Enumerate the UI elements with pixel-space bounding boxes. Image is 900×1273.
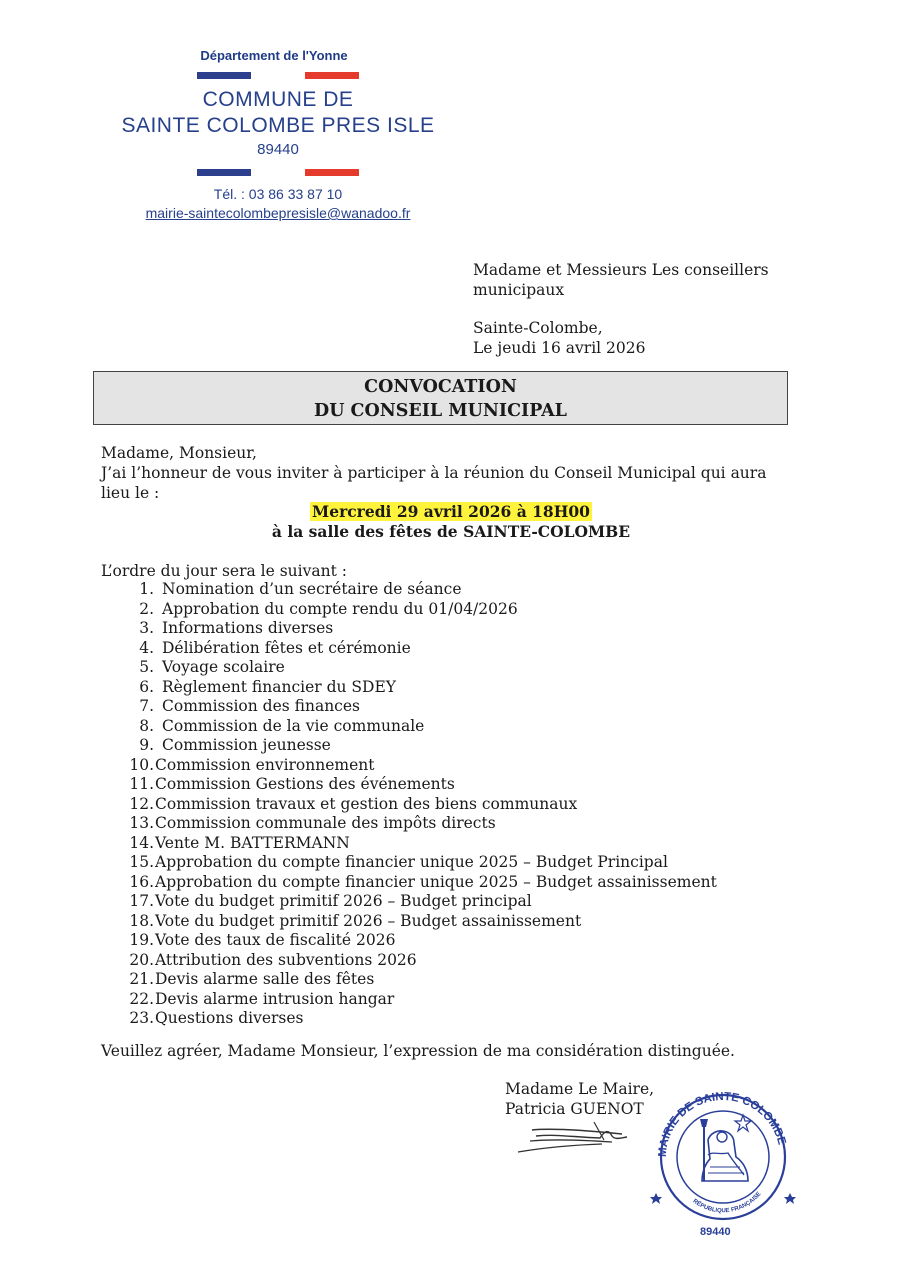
agenda-item-text: Informations diverses (162, 619, 334, 637)
agenda-item-text: Commission Gestions des événements (155, 775, 455, 793)
agenda-item (101, 970, 717, 990)
signatory-name: Patricia GUENOT (505, 1100, 644, 1118)
agenda-item-number: 12. (129, 794, 154, 813)
agenda-item-text: Vote du budget primitif 2026 – Budget assainissement (155, 911, 582, 930)
agenda-item (101, 658, 717, 678)
mairie-stamp (648, 1085, 798, 1230)
title-line2: DU CONSEIL MUNICIPAL (314, 401, 567, 421)
agenda-item-text: Commission travaux et gestion des biens communaux (155, 794, 578, 813)
agenda-item (101, 873, 717, 893)
agenda-item-number: 10. (129, 755, 154, 774)
agenda-item-text: Devis alarme salle des fêtes (155, 970, 375, 988)
agenda-item-number: 7. (139, 697, 154, 715)
agenda-item-text: Voyage scolaire (162, 658, 285, 676)
agenda-item-text: Approbation du compte financier unique 2025 – Budget Principal (155, 853, 668, 871)
department-name: Département de l'Yonne (200, 48, 348, 63)
agenda-item-text: Nomination d’un secrétaire de séance (162, 580, 462, 598)
agenda-item (101, 931, 717, 951)
agenda-item (101, 619, 717, 639)
agenda-item (101, 795, 717, 815)
agenda-item-text: Délibération fêtes et cérémonie (162, 638, 411, 657)
agenda-item-number: 15. (129, 853, 154, 871)
agenda-item-number: 22. (129, 989, 154, 1008)
agenda-item-number: 21. (129, 970, 154, 988)
title-line1: CONVOCATION (364, 377, 517, 397)
signature-block (505, 1079, 654, 1119)
agenda-item (101, 639, 717, 659)
agenda-item-text: Vote du budget primitif 2026 – Budget principal (155, 892, 532, 910)
addressee-block (473, 260, 793, 300)
agenda-item-text: Devis alarme intrusion hangar (155, 989, 395, 1008)
commune-name-line1: COMMUNE DE (202, 88, 354, 111)
salutation: Madame, Monsieur, (101, 444, 257, 462)
addressee-line2: municipaux (473, 281, 565, 299)
agenda-item-text: Approbation du compte rendu du 01/04/2026 (162, 599, 518, 618)
commune-name-line2: SAINTE COLOMBE PRES ISLE (121, 114, 435, 137)
agenda-item-number: 2. (139, 599, 154, 618)
agenda-item (101, 892, 717, 912)
email-link[interactable]: mairie-saintecolombepresisle@wanadoo.fr (145, 205, 411, 221)
agenda-item-number: 11. (129, 775, 154, 793)
agenda-item-text: Attribution des subventions 2026 (155, 950, 417, 969)
intro-line1: J’ai l’honneur de vous inviter à participer à la réunion du Conseil Municipal qui aura (101, 464, 767, 482)
agenda-item-number: 13. (129, 814, 154, 832)
document-title-box (93, 371, 788, 425)
agenda-item-text: Commission communale des impôts directs (155, 814, 496, 832)
meeting-datetime: Mercredi 29 avril 2026 à 18H00 (312, 502, 590, 521)
agenda-item-text: Approbation du compte financier unique 2025 – Budget assainissement (155, 872, 717, 891)
intro-line2: lieu le : (101, 484, 160, 502)
agenda-item-number: 17. (129, 892, 154, 910)
letterhead (118, 48, 438, 221)
agenda-item (101, 912, 717, 932)
agenda-item (101, 814, 717, 834)
agenda-item-text: Questions diverses (155, 1009, 304, 1027)
intro-paragraph (101, 463, 801, 503)
agenda-item (101, 951, 717, 971)
agenda-item (101, 697, 717, 717)
phone-number: Tél. : 03 86 33 87 10 (213, 186, 343, 202)
agenda-item-number: 5. (139, 658, 154, 676)
stamp-postal-code: 89440 (700, 1226, 731, 1238)
agenda-item (101, 990, 717, 1010)
meeting-place: à la salle des fêtes de SAINTE-COLOMBE (271, 522, 631, 541)
agenda-item-number: 18. (129, 911, 154, 930)
agenda-item (101, 736, 717, 756)
agenda-item (101, 775, 717, 795)
flag-stripe-top (197, 72, 359, 79)
agenda-item-text: Commission jeunesse (162, 736, 331, 754)
agenda-item (101, 580, 717, 600)
agenda-item-text: Règlement financier du SDEY (162, 677, 397, 696)
stamp-ring-text: MAIRIE DE SAINTE COLOMBE (656, 1090, 788, 1158)
agenda-item (101, 717, 717, 737)
agenda-item-number: 3. (139, 619, 154, 637)
agenda-item-number: 16. (129, 872, 154, 891)
agenda-item (101, 600, 717, 620)
closing-formula: Veuillez agréer, Madame Monsieur, l’expression de ma considération distinguée. (101, 1042, 735, 1060)
place: Sainte-Colombe, (473, 319, 603, 337)
agenda-item (101, 678, 717, 698)
agenda-item-number: 1. (139, 580, 154, 598)
agenda-item-number: 20. (129, 950, 154, 969)
agenda-item-number: 6. (139, 677, 154, 696)
agenda-item-text: Commission de la vie communale (162, 716, 425, 735)
agenda-list (101, 580, 717, 1029)
agenda-item-number: 14. (129, 833, 154, 852)
addressee-line1: Madame et Messieurs Les conseillers (473, 261, 769, 279)
agenda-intro: L’ordre du jour sera le suivant : (101, 562, 347, 580)
place-date-block (473, 318, 646, 358)
agenda-item-text: Commission des finances (162, 697, 360, 715)
agenda-item (101, 853, 717, 873)
agenda-item-number: 9. (139, 736, 154, 754)
agenda-item-number: 4. (139, 638, 154, 657)
agenda-item-number: 8. (139, 716, 154, 735)
agenda-item-text: Vente M. BATTERMANN (155, 833, 350, 852)
handwritten-signature (512, 1118, 642, 1160)
letter-date: Le jeudi 16 avril 2026 (473, 339, 646, 357)
agenda-item-number: 23. (129, 1009, 154, 1027)
agenda-item-text: Vote des taux de fiscalité 2026 (155, 931, 396, 949)
flag-stripe-bottom (197, 169, 359, 176)
agenda-item (101, 756, 717, 776)
agenda-item (101, 1009, 717, 1029)
commune-postal-code: 89440 (257, 141, 299, 158)
stamp-bottom-text: RÉPUBLIQUE FRANÇAISE (691, 1191, 763, 1215)
agenda-item-text: Commission environnement (155, 755, 375, 774)
agenda-item-number: 19. (129, 931, 154, 949)
agenda-item (101, 834, 717, 854)
meeting-details (101, 502, 801, 542)
signatory-title: Madame Le Maire, (505, 1080, 655, 1098)
